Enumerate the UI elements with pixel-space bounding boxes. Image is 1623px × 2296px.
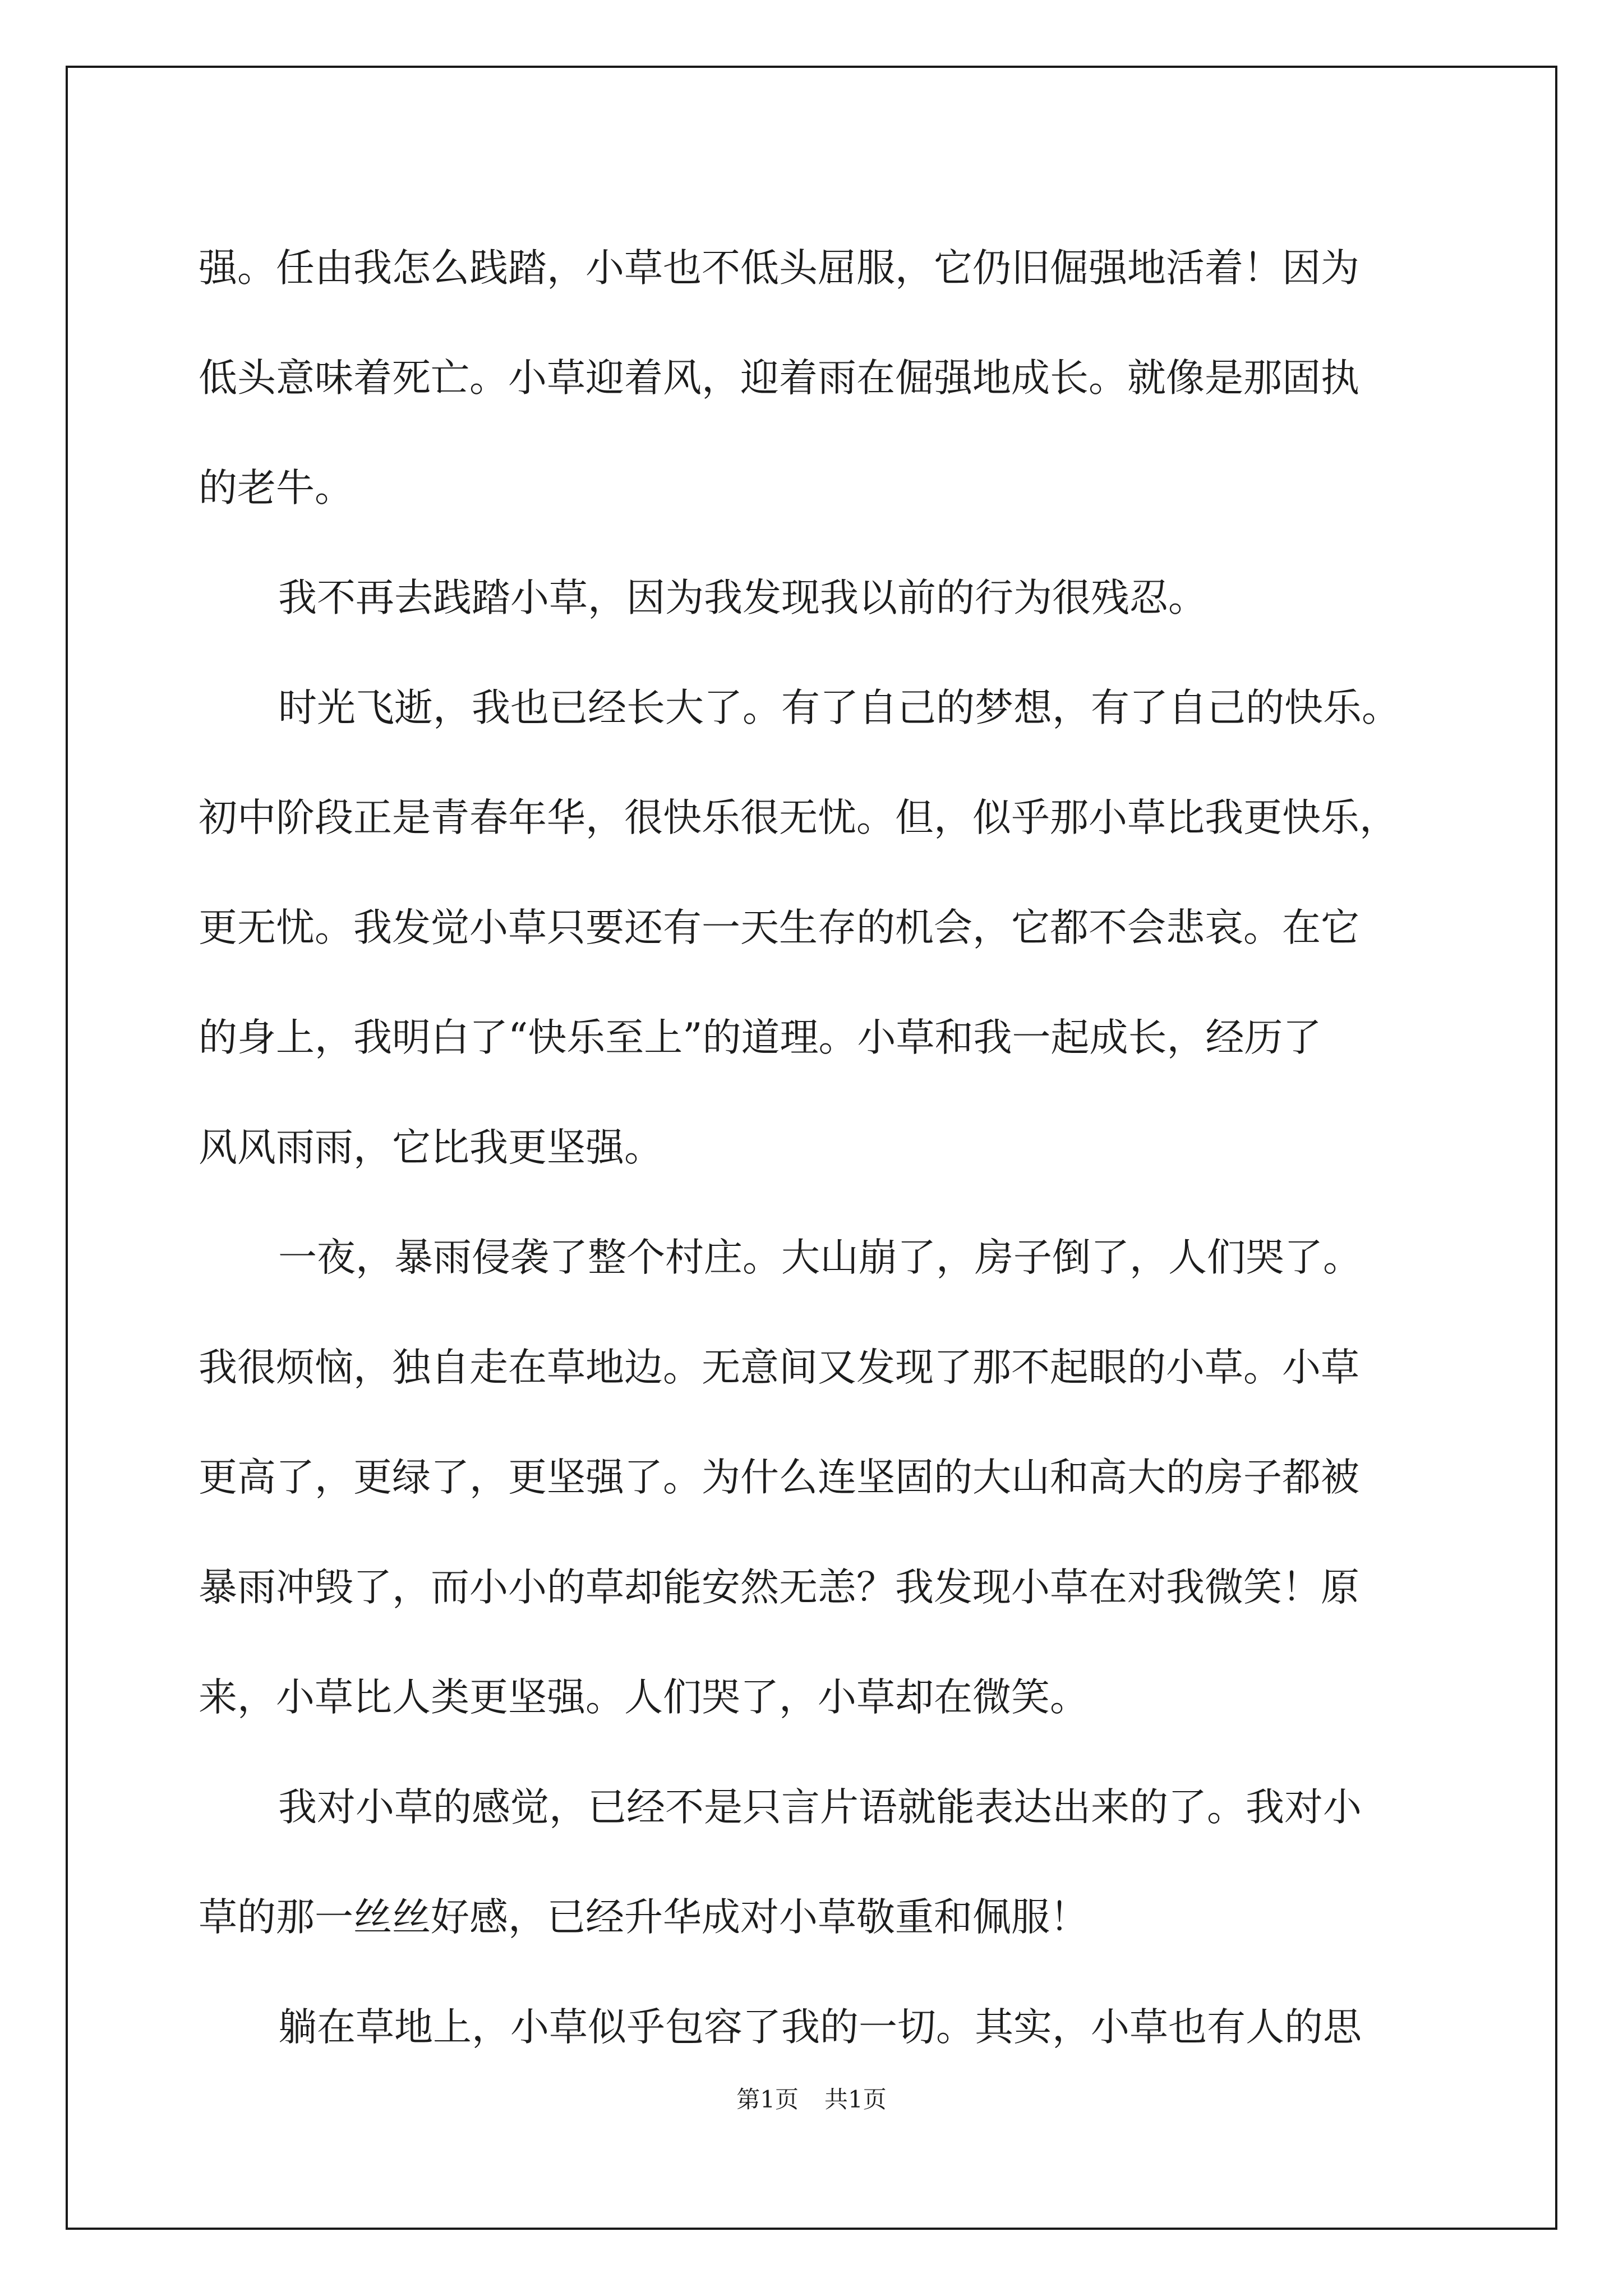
text-line: 初中阶段正是青春年华，很快乐很无忧。但，似乎那小草比我更快乐， [199,795,1398,840]
text-line: 一夜，暴雨侵袭了整个村庄。大山崩了，房子倒了，人们哭了。 [278,1235,1362,1280]
text-line: 草的那一丝丝好感，已经升华成对小草敬重和佩服！ [199,1895,1089,1940]
text-line: 更高了，更绿了，更坚强了。为什么连坚固的大山和高大的房子都被 [199,1455,1359,1500]
text-line: 我很烦恼，独自走在草地边。无意间又发现了那不起眼的小草。小草 [199,1345,1359,1390]
text-line: 的身上，我明白了“快乐至上”的道理。小草和我一起成长，经历了 [199,1015,1322,1060]
text-line: 躺在草地上，小草似乎包容了我的一切。其实，小草也有人的思 [278,2005,1362,2050]
text-line: 暴雨冲毁了，而小小的草却能安然无恙？我发现小草在对我微笑！原 [199,1565,1359,1610]
text-line: 的老牛。 [199,466,353,510]
document-body [199,213,1432,2082]
text-line: 风风雨雨，它比我更坚强。 [199,1125,663,1170]
page-footer [0,2081,1623,2115]
text-line: 更无忧。我发觉小草只要还有一天生存的机会，它都不会悲哀。在它 [199,905,1359,950]
page-number-total: 共1页 [824,2086,887,2113]
text-line: 强。任由我怎么践踏，小草也不低头屈服，它仍旧倔强地活着！因为 [199,246,1359,291]
page-number-current: 第1页 [736,2086,799,2113]
text-line: 我不再去践踏小草，因为我发现我以前的行为很残忍。 [278,576,1207,620]
text-line: 低头意味着死亡。小草迎着风，迎着雨在倔强地成长。就像是那固执 [199,356,1359,401]
text-line: 时光飞逝，我也已经长大了。有了自己的梦想，有了自己的快乐。 [278,685,1400,730]
text-line: 来，小草比人类更坚强。人们哭了，小草却在微笑。 [199,1675,1089,1720]
text-line: 我对小草的感觉，已经不是只言片语就能表达出来的了。我对小 [278,1785,1362,1830]
